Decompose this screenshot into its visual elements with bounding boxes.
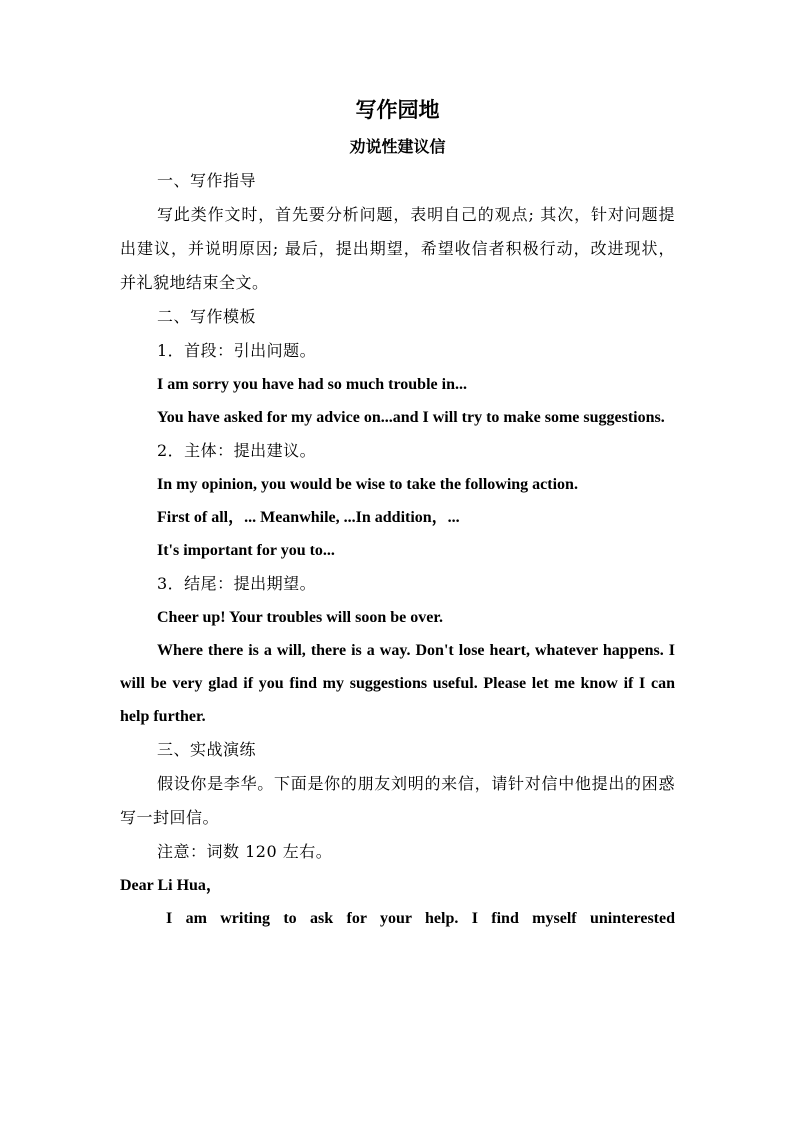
section-heading-guide: 一、写作指导	[157, 171, 257, 190]
page-subtitle: 劝说性建议信	[349, 137, 446, 156]
letter-salutation: Dear Li Hua，	[120, 877, 222, 894]
template-line-1: I am sorry you have had so much trouble in...	[157, 376, 467, 393]
template-line-7: Where there is a will, there is a way. Don't lose heart, whatever happens. I will be very glad if you find my suggestions useful. Please let me know if I can help further.	[120, 642, 675, 725]
page-title: 写作园地	[355, 97, 440, 122]
section-heading-template: 二、写作模板	[157, 307, 257, 326]
letter-first-line: I am writing to ask for your help. I find myself uninterested	[166, 910, 675, 927]
section-heading-practice: 三、实战演练	[157, 740, 257, 759]
template-step-1: 1．首段：引出问题。	[157, 341, 317, 360]
template-step-3: 3．结尾：提出期望。	[157, 574, 317, 593]
practice-paragraph: 假设你是李华。下面是你的朋友刘明的来信，请针对信中他提出的困惑写一封回信。	[120, 774, 675, 827]
template-line-4: First of all，... Meanwhile, ...In addition，...	[157, 509, 460, 526]
guide-paragraph: 写此类作文时，首先要分析问题，表明自己的观点; 其次，针对问题提出建议，并说明原因; 最后，提出期望，希望收信者积极行动，改进现状，并礼貌地结束全文。	[120, 205, 675, 292]
word-count-note: 注意：词数 120 左右。	[157, 842, 333, 861]
document-page	[120, 90, 675, 935]
template-line-5: It's important for you to...	[157, 542, 335, 559]
template-line-6: Cheer up! Your troubles will soon be over.	[157, 609, 443, 626]
template-line-2: You have asked for my advice on...and I will try to make some suggestions.	[157, 409, 665, 426]
template-step-2: 2．主体：提出建议。	[157, 441, 317, 460]
template-line-3: In my opinion, you would be wise to take the following action.	[157, 476, 578, 493]
